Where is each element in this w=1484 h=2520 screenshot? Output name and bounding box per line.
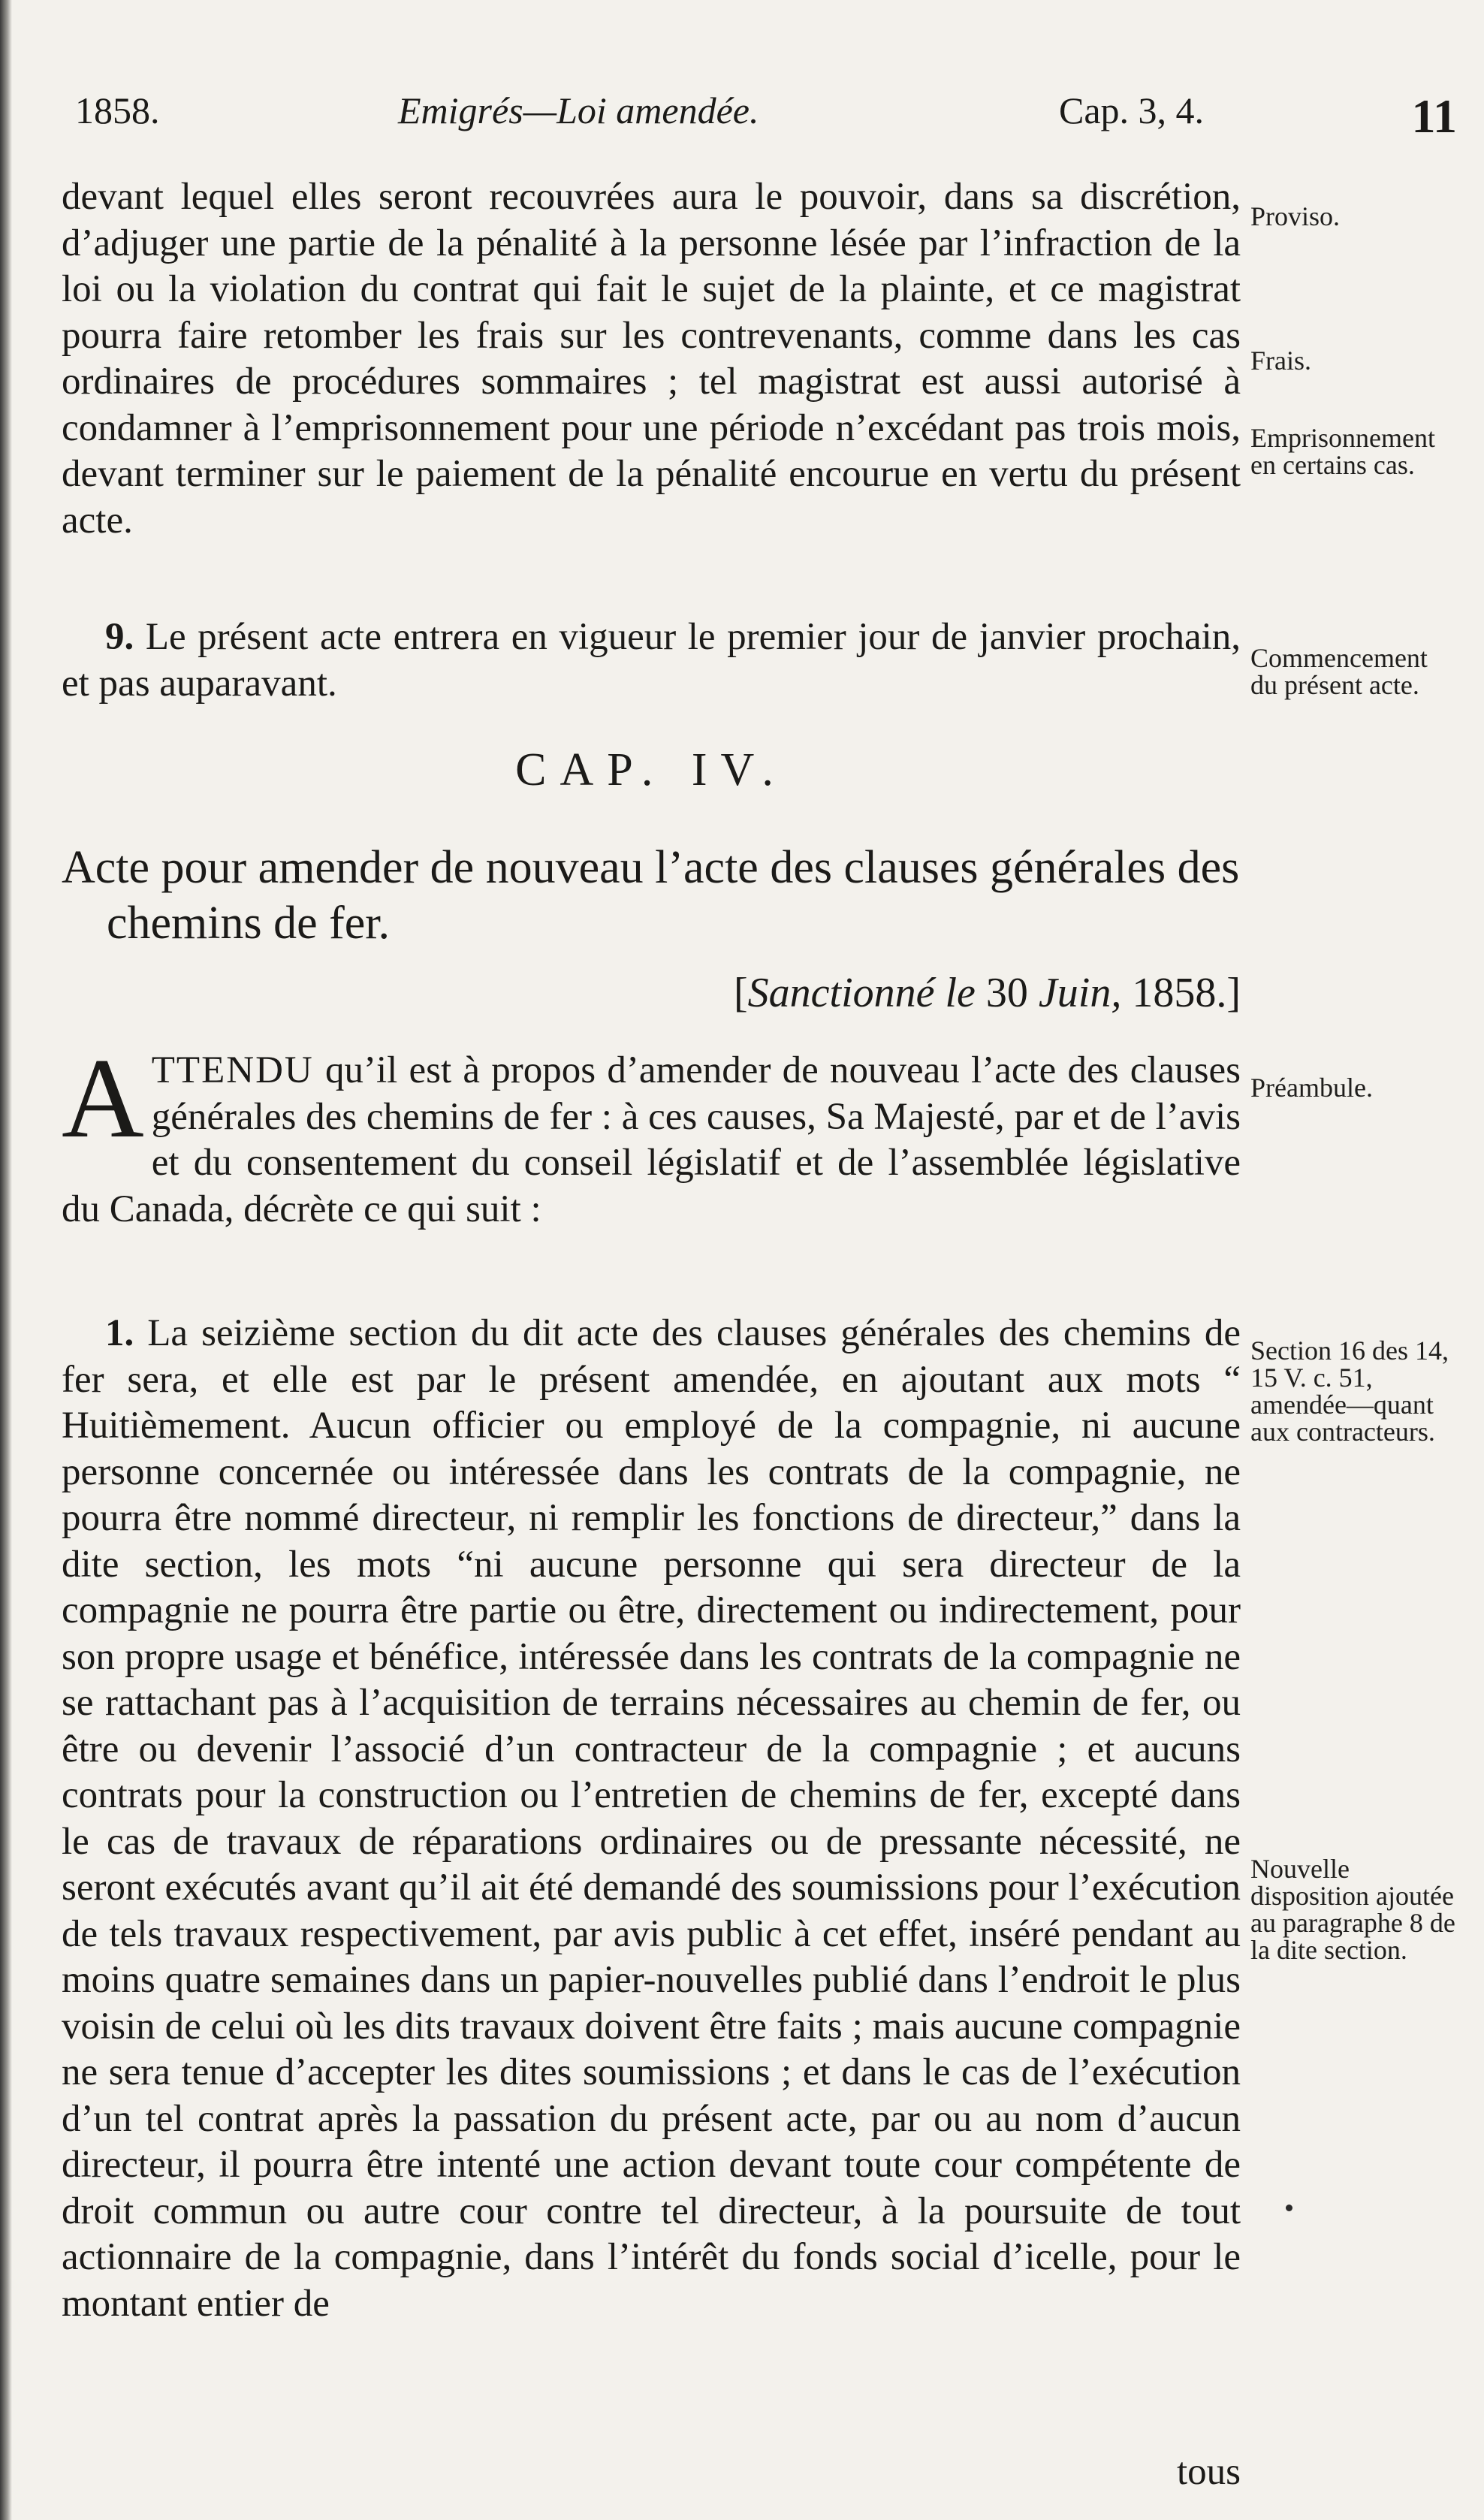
act-title: Acte pour amender de nouveau l’acte des clauses générales des chemins de fer. xyxy=(62,842,1240,949)
paragraph-continuation: devant lequel elles seront recouvrées aura le pouvoir, dans sa discrétion, d’adjuger une partie de la pénalité à la personne lésée par l’infraction de la loi ou la violation du contrat qui fait le sujet de la plainte, et ce magistrat pourra faire retomber les frais sur les contrevenants, comme dans les cas ordinaires de procédures sommaires ; tel magistrat est aussi autorisé à condamner à l’emprisonnement pour une période n’excédant pas trois mois, devant terminer sur le paiement de la pénalité encourue en vertu du présent acte. xyxy=(62,176,1241,542)
section-1-paragraph xyxy=(62,1311,1241,2327)
section-9-number: 9. xyxy=(105,616,134,658)
page-spine-shadow xyxy=(0,0,12,2520)
header-chapter: Cap. 3, 4. xyxy=(1059,89,1205,131)
ink-speck xyxy=(1286,2205,1292,2211)
margin-note-commencement: Commencement du présent acte. xyxy=(1250,643,1428,700)
page-number: 11 xyxy=(1411,89,1457,143)
section-9-text: Le présent acte entrera en vigueur le premier jour de janvier prochain, et pas auparavant. xyxy=(62,616,1241,705)
sanction-label: Sanctionné le xyxy=(747,970,976,1016)
margin-note-section-16: Section 16 des 14, 15 V. c. 51, amendée—quant aux contracteurs. xyxy=(1250,1335,1449,1447)
sanction-bracket: [ xyxy=(734,970,748,1016)
sanction-date xyxy=(734,969,1241,1017)
preamble-caps: TTENDU xyxy=(151,1049,314,1091)
catchword: tous xyxy=(1176,2451,1241,2493)
margin-note-nouvelle-disposition: Nouvelle disposition ajoutée au paragraphe 8 de la dite section. xyxy=(1250,1854,1455,1965)
running-header xyxy=(75,89,1457,156)
margin-note-proviso: Proviso. xyxy=(1250,201,1341,231)
drop-cap-letter: A xyxy=(62,1035,144,1161)
sanction-year: 1858.] xyxy=(1132,970,1241,1016)
header-year: 1858. xyxy=(75,89,160,131)
preamble-paragraph xyxy=(62,1035,1241,1233)
chapter-heading: CAP. IV. xyxy=(515,744,787,795)
section-1-number: 1. xyxy=(105,1312,134,1354)
margin-note-emprisonnement: Emprisonnement en certains cas. xyxy=(1250,423,1435,480)
section-9-paragraph xyxy=(62,614,1241,707)
margin-note-preambule: Préambule. xyxy=(1250,1073,1373,1103)
section-1-text: La seizième section du dit acte des clauses générales des chemins de fer sera, et elle est par le présent amendée, en ajoutant aux mots “ Huitièmement. Aucun officier ou employé de la compagnie, ni aucune personne concernée ou intéressée dans les contrats de la compagnie, ne pourra être nommé directeur, ni remplir les fonctions de directeur,” dans la dite section, les mots “ni aucune personne qui sera directeur de la compagnie ne pourra être partie ou être, directement ou indirectement, pour son propre usage et bénéfice, intéressée dans les contrats de la compagnie ne se rattachant pas à l’acquisition de terrains nécessaires au chemin de fer, ou être ou devenir l’associé d’un contracteur de la compagnie ; et aucuns contrats pour la construction ou l’entretien de chemins de fer, excepté dans le cas de travaux de réparations ordinaires ou de pressante nécessité, ne seront exécutés avant qu’il ait été demandé des soumissions pour l’exécution de tels travaux respectivement, par avis public à cet effet, inséré pendant au moins quatre semaines dans un papier-nouvelles publié dans l’endroit le plus voisin de celui où les dits travaux doivent être faits ; mais aucune compagnie ne sera tenue d’accepter les dites soumissions ; et dans le cas de l’exécution d’un tel contrat après la passation du présent acte, par ou au nom d’aucun directeur, il pourra être intenté une action devant toute cour compétente de droit commun ou autre cour contre tel directeur, à la poursuite de tout actionnaire de la compagnie, dans l’intérêt du fonds social d’icelle, pour le montant entier de xyxy=(62,1312,1241,2325)
margin-note-frais: Frais. xyxy=(1250,346,1311,376)
preamble-text: qu’il est à propos d’amender de nouveau l’acte des clauses générales des chemins de fer : à ces causes, Sa Majesté, par et de l’avis et du consentement du conseil législatif et de l’assemblée législative du Canada, décrète ce qui suit : xyxy=(62,1049,1241,1230)
header-title: Emigrés—Loi amendée. xyxy=(398,89,759,131)
sanction-month: Juin, xyxy=(1038,970,1122,1016)
sanction-day: 30 xyxy=(985,970,1028,1016)
